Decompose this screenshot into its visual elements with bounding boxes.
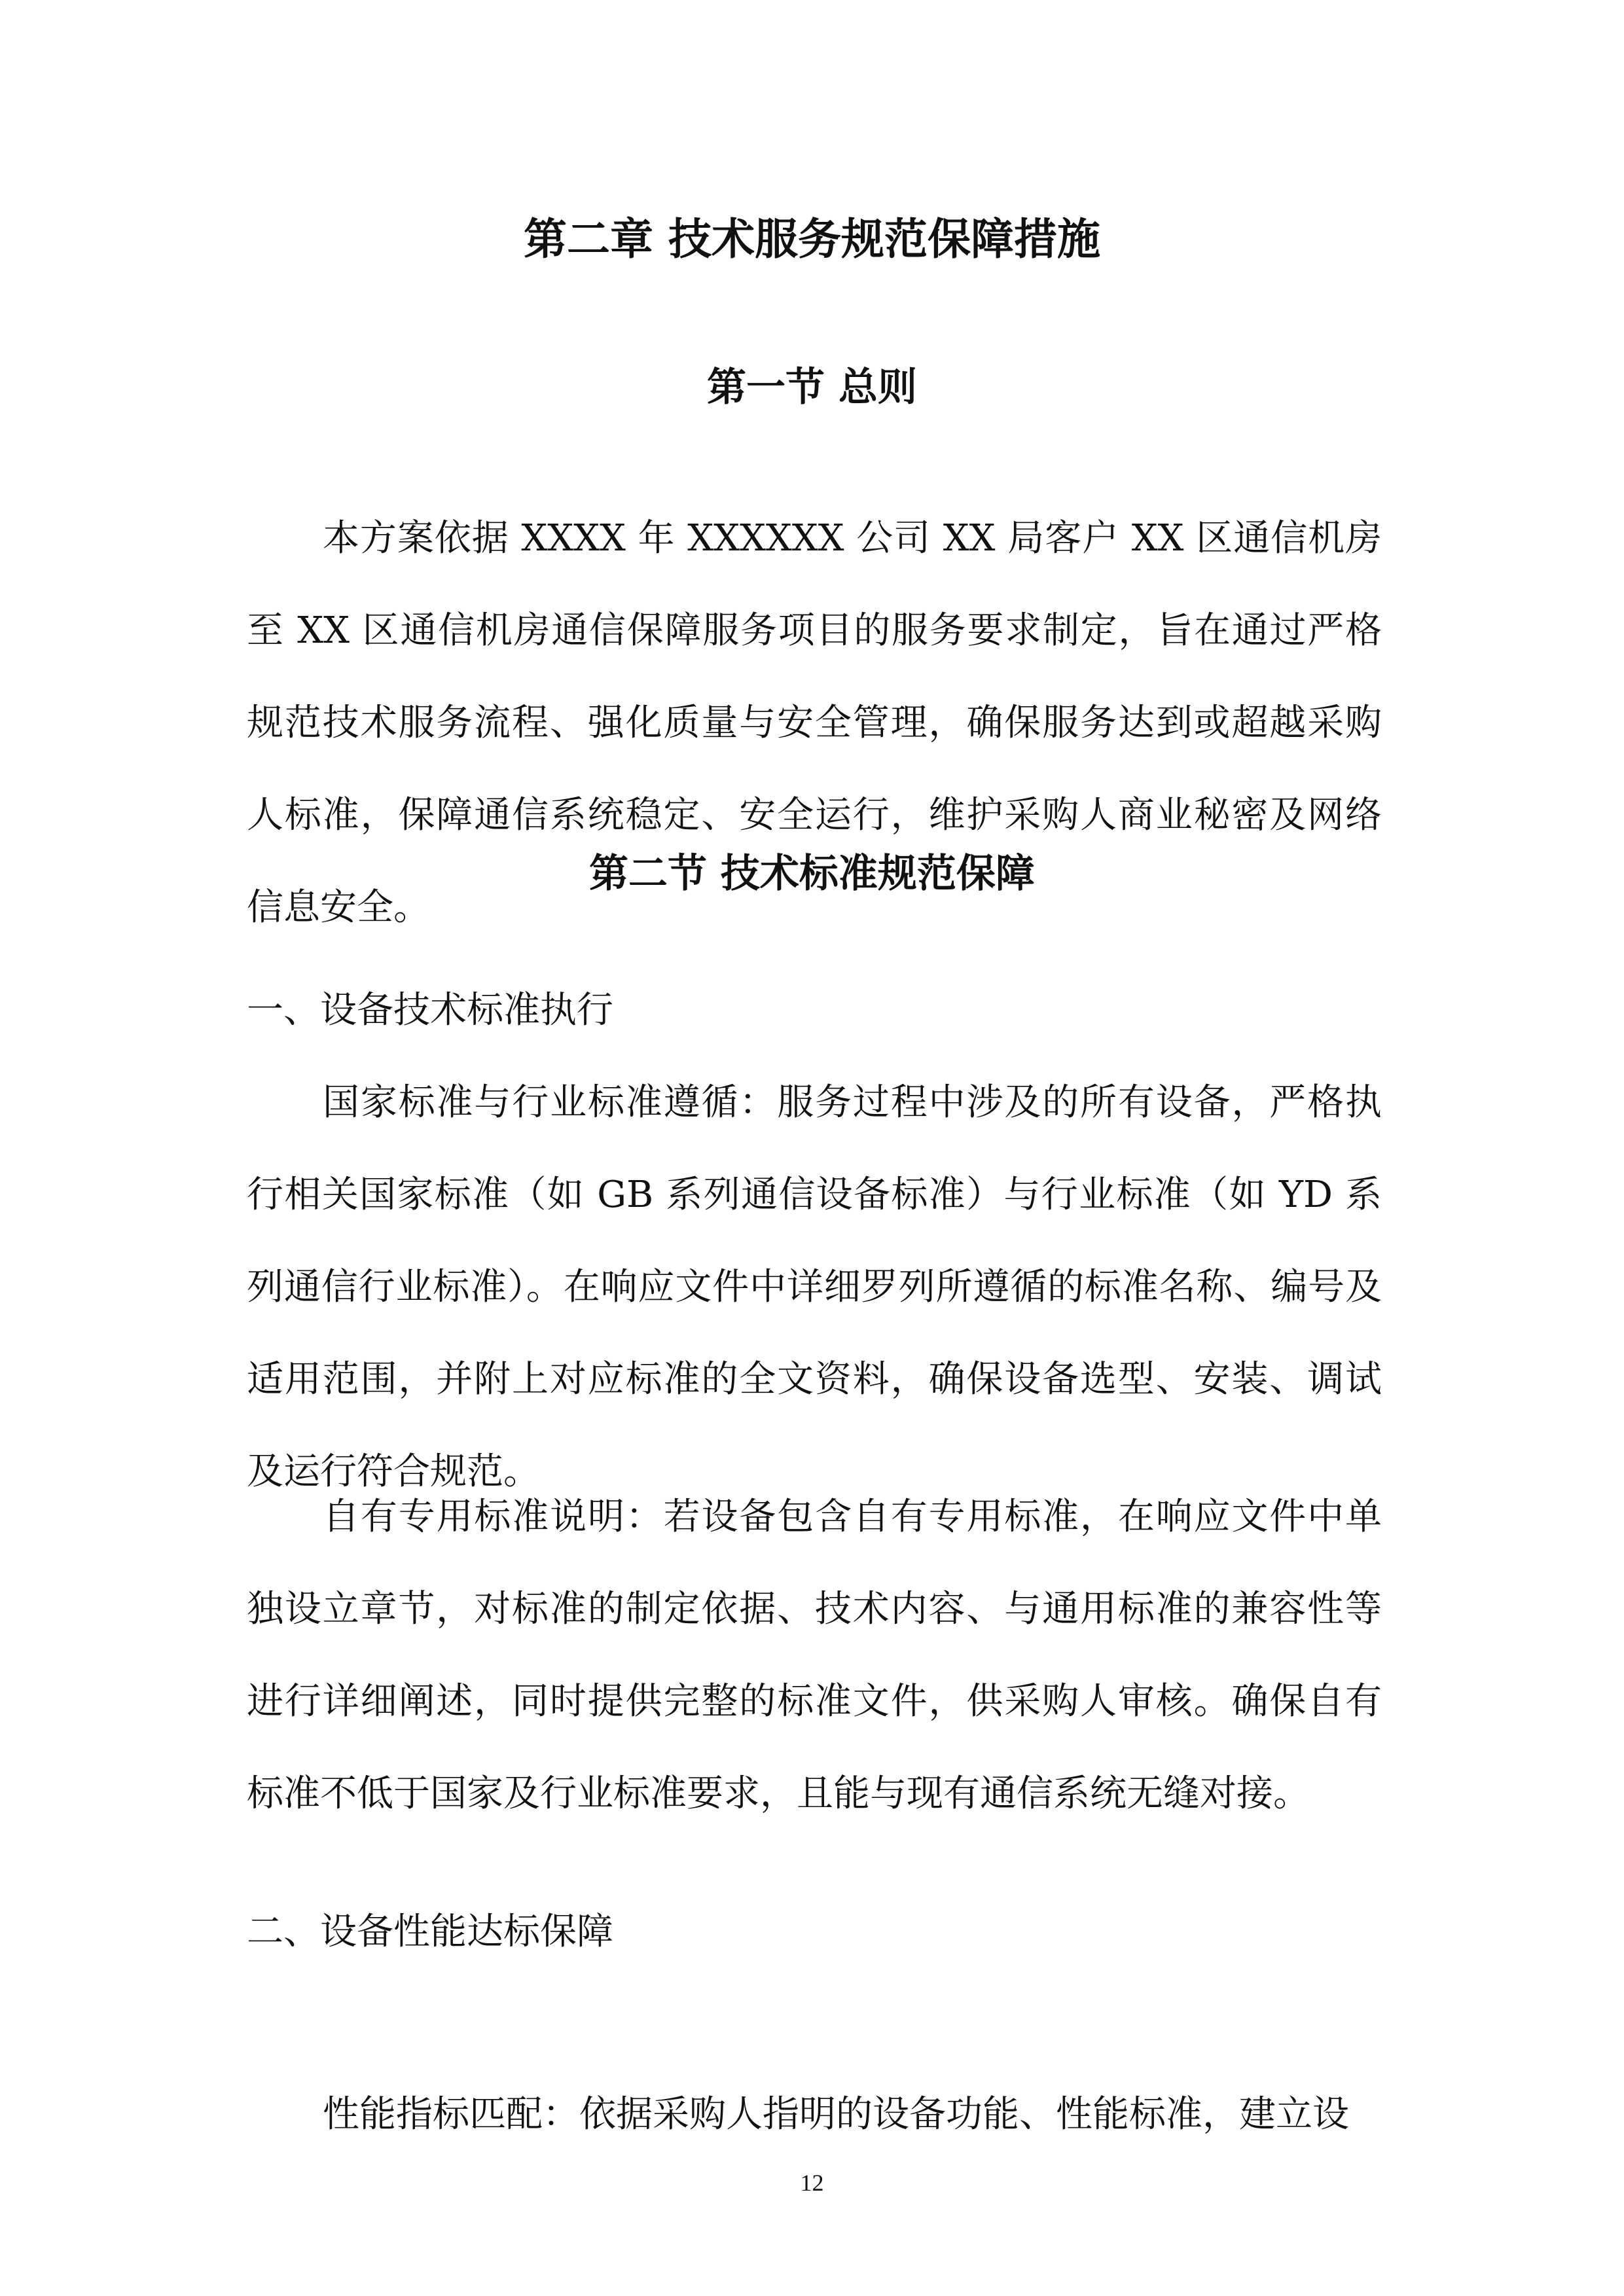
- page-number: 12: [800, 2170, 824, 2196]
- section-title-general: 第一节 总则: [707, 365, 917, 410]
- paragraph-performance-matching: 性能指标匹配：依据采购人指明的设备功能、性能标准，建立设: [323, 2093, 1349, 2136]
- paragraph-proprietary-standards: 自有专用标准说明：若设备包含自有专用标准，在响应文件中单独设立章节，对标准的制定依据、技术内容、与通用标准的兼容性等进行详细阐述，同时提供完整的标准文件，供采购人审核。确保自有标准不低于国家及行业标准要求，且能与现有通信系统无缝对接。: [247, 1496, 1382, 1815]
- general-paragraph: 本方案依据 XXXX 年 XXXXXX 公司 XX 局客户 XX 区通信机房至 XX 区通信机房通信保障服务项目的服务要求制定，旨在通过严格规范技术服务流程、强化质量与安全管理，确保服务达到或超越采购人标准，保障通信系统稳定、安全运行，维护采购人商业秘密及网络信息安全。: [247, 517, 1382, 929]
- section-title-technical-standards: 第二节 技术标准规范保障: [589, 851, 1035, 897]
- subheading-equipment-standards: 一、设备技术标准执行: [247, 989, 613, 1031]
- subheading-equipment-performance: 二、设备性能达标保障: [247, 1910, 613, 1953]
- chapter-title: 第二章 技术服务规范保障措施: [524, 214, 1100, 264]
- paragraph-national-industry-standards: 国家标准与行业标准遵循：服务过程中涉及的所有设备，严格执行相关国家标准（如 GB 系列通信设备标准）与行业标准（如 YD 系列通信行业标准）。在响应文件中详细罗列所遵循的标准名称、编号及适用范围，并附上对应标准的全文资料，确保设备选型、安装、调试及运行符合规范。: [247, 1081, 1382, 1493]
